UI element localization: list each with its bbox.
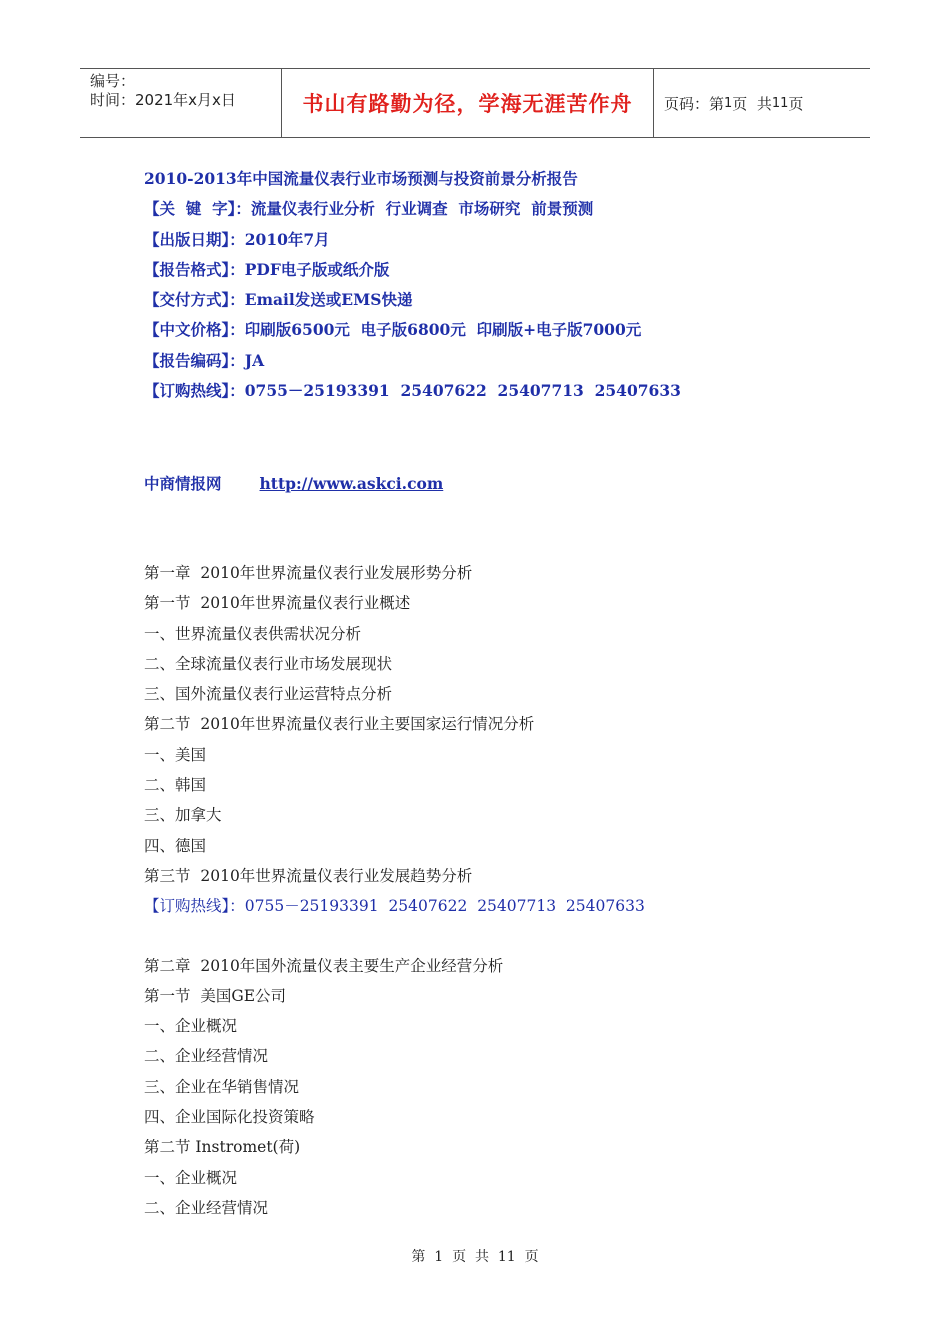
- meta-keywords: 【关 键 字】：流量仪表行业分析 行业调查 市场研究 前景预测: [144, 199, 594, 219]
- table-of-contents: [144, 562, 645, 1227]
- number-label: 编号：: [90, 72, 136, 90]
- site-name: 中商情报网: [144, 474, 222, 493]
- toc-item: 一、世界流量仪表供需状况分析: [144, 624, 362, 643]
- meta-publish-date: 【出版日期】：2010年7月: [144, 229, 330, 249]
- toc-hotline: 【订购热线】：0755－25193391 25407622 25407713 25407633: [144, 897, 645, 916]
- toc-item: 三、企业在华销售情况: [144, 1077, 300, 1096]
- toc-item: 一、美国: [144, 745, 207, 764]
- page-middle: 页 共: [732, 94, 772, 113]
- meta-delivery: 【交付方式】：Email发送或EMS快递: [144, 290, 413, 310]
- page-suffix: 页: [788, 94, 804, 113]
- meta-format: 【报告格式】：PDF电子版或纸介版: [144, 259, 390, 279]
- report-title: 2010-2013年中国流量仪表行业市场预测与投资前景分析报告: [144, 169, 578, 188]
- toc-item: 一、企业概况: [144, 1017, 238, 1036]
- toc-item: 二、全球流量仪表行业市场发展现状: [144, 654, 393, 673]
- meta-code: 【报告编码】：JA: [144, 350, 265, 370]
- toc-group-2: [144, 955, 645, 1228]
- meta-price: 【中文价格】：印刷版6500元 电子版6800元 印刷版+电子版7000元: [144, 320, 642, 340]
- toc-item: 第二节 Instromet(荷): [144, 1138, 301, 1157]
- toc-gap: [144, 926, 645, 955]
- header-left-cell: [80, 69, 282, 137]
- report-meta: [144, 168, 681, 410]
- toc-item: 二、企业经营情况: [144, 1047, 269, 1066]
- toc-item: 二、企业经营情况: [144, 1198, 269, 1217]
- toc-item: 三、国外流量仪表行业运营特点分析: [144, 685, 393, 704]
- toc-item: 第一节 2010年世界流量仪表行业概述: [144, 594, 411, 613]
- toc-item: 第二章 2010年国外流量仪表主要生产企业经营分析: [144, 956, 504, 975]
- toc-item: 二、韩国: [144, 776, 207, 795]
- page-header: [80, 68, 870, 138]
- toc-item: 第三节 2010年世界流量仪表行业发展趋势分析: [144, 866, 473, 885]
- toc-item: 四、德国: [144, 836, 207, 855]
- page-current: 1: [724, 95, 733, 111]
- toc-item: 第一节 美国GE公司: [144, 986, 287, 1005]
- header-page-info: [654, 69, 870, 137]
- site-line: [144, 472, 443, 494]
- toc-item: 第一章 2010年世界流量仪表行业发展形势分析: [144, 564, 473, 582]
- page-total: 11: [771, 95, 789, 111]
- site-link[interactable]: http://www.askci.com: [259, 474, 444, 493]
- toc-item: 一、企业概况: [144, 1168, 238, 1187]
- meta-hotline: 【订购热线】：0755－25193391 25407622 25407713 25407633: [144, 381, 681, 401]
- page-prefix: 页码：第: [664, 94, 725, 113]
- toc-item: 四、企业国际化投资策略: [144, 1108, 315, 1127]
- time-label: 时间：2021年x月x日: [90, 91, 236, 109]
- header-motto: 书山有路勤为径，学海无涯苦作舟: [282, 69, 654, 137]
- toc-group-1: [144, 562, 645, 895]
- toc-item: 三、加拿大: [144, 806, 222, 825]
- page-footer: 第 1 页 共 11 页: [411, 1249, 539, 1265]
- toc-item: 第二节 2010年世界流量仪表行业主要国家运行情况分析: [144, 715, 535, 734]
